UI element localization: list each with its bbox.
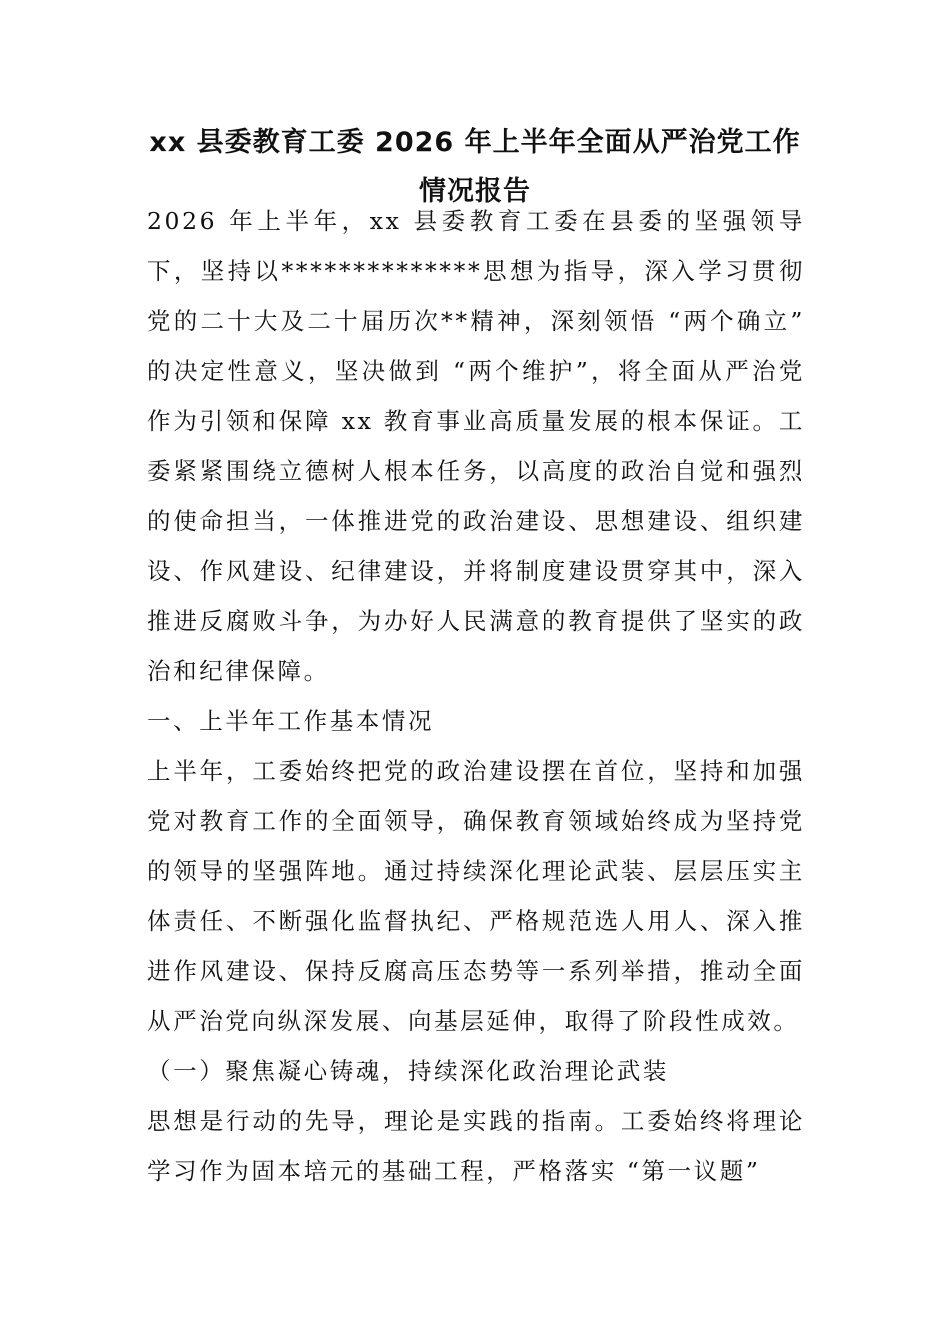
document-body	[147, 196, 805, 1196]
title-line-1: xx 县委教育工委 2026 年上半年全面从严治党工作	[149, 127, 801, 158]
section-paragraph: 上半年，工委始终把党的政治建设摆在首位，坚持和加强党对教育工作的全面领导，确保教育领域始终成为坚持党的领导的坚强阵地。通过持续深化理论武装、层层压实主体责任、不断强化监督执纪、严格规范选人用人、深入推进作风建设、保持反腐高压态势等一系列举措，推动全面从严治党向纵深发展、向基层延伸，取得了阶段性成效。	[147, 757, 805, 1035]
section-heading: 一、上半年工作基本情况	[147, 707, 435, 735]
intro-paragraph: 2026 年上半年，xx 县委教育工委在县委的坚强领导下，坚持以**************思想为指导，深入学习贯彻党的二十大及二十届历次**精神，深刻领悟 “两个确立” 的决定性意义，坚决做到 “两个维护”，将全面从严治党作为引领和保障 xx 教育事业高质量发展的根本保证。工委紧紧围绕立德树人根本任务，以高度的政治自觉和强烈的使命担当，一体推进党的政治建设、思想建设、组织建设、作风建设、纪律建设，并将制度建设贯穿其中，深入推进反腐败斗争，为办好人民满意的教育提供了坚实的政治和纪律保障。	[147, 207, 805, 685]
subsection-heading: （一）聚焦凝心铸魂，持续深化政治理论武装	[147, 1057, 669, 1085]
subsection-paragraph: 思想是行动的先导，理论是实践的指南。工委始终将理论学习作为固本培元的基础工程，严格落实 “第一议题”	[147, 1107, 805, 1185]
title-line-2: 情况报告	[419, 176, 531, 207]
